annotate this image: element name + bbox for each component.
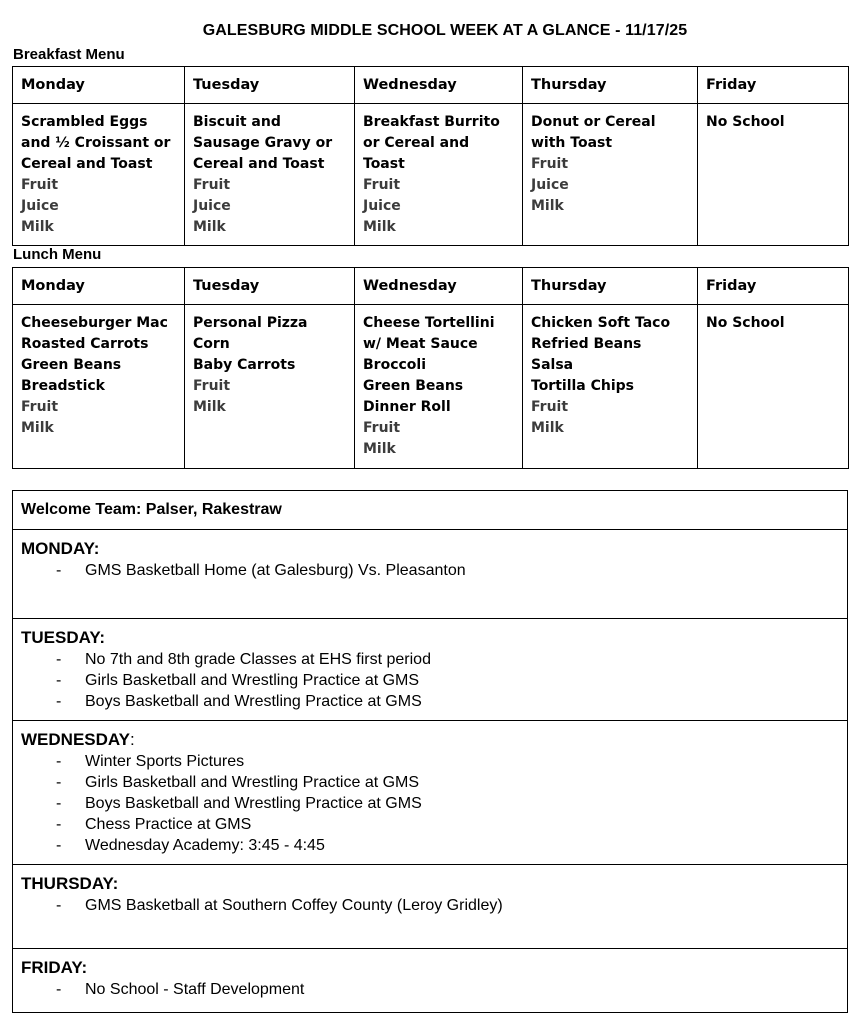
breakfast-body-row xyxy=(13,104,849,246)
event-item xyxy=(21,751,839,772)
breakfast-menu-item: Fruit xyxy=(193,177,231,193)
bullet-dash: - xyxy=(56,672,62,689)
breakfast-menu-table xyxy=(12,66,849,246)
breakfast-menu-label: Breakfast Menu xyxy=(13,46,125,63)
breakfast-day-cell xyxy=(355,104,523,246)
event-item-text: Chess Practice at GMS xyxy=(85,816,252,833)
event-item xyxy=(21,691,839,712)
event-item xyxy=(21,835,839,856)
breakfast-day-header: Friday xyxy=(698,67,849,104)
welcome-team: Welcome Team: Palser, Rakestraw xyxy=(13,491,847,530)
breakfast-menu-item: Milk xyxy=(193,219,226,235)
event-item xyxy=(21,814,839,835)
event-item-text: Wednesday Academy: 3:45 - 4:45 xyxy=(85,837,325,854)
lunch-day-cell xyxy=(185,305,355,469)
breakfast-day-cell xyxy=(698,104,849,246)
breakfast-menu-item: Fruit xyxy=(21,177,59,193)
bullet-dash: - xyxy=(56,651,62,668)
lunch-menu-item: Milk xyxy=(193,399,226,415)
event-day-name: FRIDAY: xyxy=(21,958,88,977)
lunch-menu-item: Chicken Soft Taco xyxy=(531,315,671,331)
event-item-text: No School - Staff Development xyxy=(85,981,305,998)
page-title: GALESBURG MIDDLE SCHOOL WEEK AT A GLANCE - 11/17/25 xyxy=(202,22,688,39)
lunch-body-row xyxy=(13,305,849,469)
lunch-menu-label: Lunch Menu xyxy=(13,246,102,263)
lunch-menu-item: Broccoli xyxy=(363,357,427,373)
bullet-dash: - xyxy=(56,981,62,998)
lunch-day-cell xyxy=(523,305,698,469)
lunch-menu-item: Milk xyxy=(21,420,54,436)
breakfast-menu-item: Scrambled Eggs and ½ Croissant or Cereal and Toast xyxy=(21,114,171,172)
event-day-heading xyxy=(21,627,839,649)
breakfast-day-header: Wednesday xyxy=(355,67,523,104)
lunch-menu-item: Salsa xyxy=(531,357,574,373)
event-day-name: MONDAY: xyxy=(21,539,100,558)
event-item-text: Boys Basketball and Wrestling Practice at GMS xyxy=(85,795,422,812)
lunch-day-header: Wednesday xyxy=(355,268,523,305)
event-item-text: GMS Basketball at Southern Coffey County (Leroy Gridley) xyxy=(85,897,503,914)
lunch-menu-item: Refried Beans xyxy=(531,336,642,352)
lunch-menu-item: Roasted Carrots xyxy=(21,336,149,352)
event-item xyxy=(21,649,839,670)
weekly-events xyxy=(12,490,848,1013)
lunch-menu-item: Dinner Roll xyxy=(363,399,451,415)
breakfast-menu-item: Juice xyxy=(193,198,231,214)
lunch-menu-item: Fruit xyxy=(193,378,231,394)
lunch-day-cell xyxy=(13,305,185,469)
event-item xyxy=(21,979,839,1000)
lunch-day-header: Friday xyxy=(698,268,849,305)
event-item xyxy=(21,895,839,916)
breakfast-day-header: Monday xyxy=(13,67,185,104)
event-day-section xyxy=(13,949,847,1013)
event-item xyxy=(21,670,839,691)
lunch-day-header: Monday xyxy=(13,268,185,305)
breakfast-menu-item: Biscuit and Sausage Gravy or Cereal and Toast xyxy=(193,114,333,172)
lunch-menu-item: Tortilla Chips xyxy=(531,378,635,394)
event-day-section xyxy=(13,530,847,619)
lunch-menu-item: Corn xyxy=(193,336,230,352)
breakfast-menu-item: Milk xyxy=(531,198,564,214)
event-day-section xyxy=(13,865,847,949)
lunch-day-header: Tuesday xyxy=(185,268,355,305)
lunch-header-row xyxy=(13,268,849,305)
bullet-dash: - xyxy=(56,837,62,854)
breakfast-menu-item: Breakfast Burrito or Cereal and Toast xyxy=(363,114,500,172)
lunch-menu-item: Personal Pizza xyxy=(193,315,308,331)
event-day-heading xyxy=(21,538,839,560)
lunch-menu-item: Cheeseburger Mac xyxy=(21,315,168,331)
lunch-menu-item: Fruit xyxy=(531,399,569,415)
event-day-suffix: : xyxy=(129,730,135,749)
lunch-day-cell xyxy=(355,305,523,469)
event-item-text: GMS Basketball Home (at Galesburg) Vs. Pleasanton xyxy=(85,562,466,579)
event-day-heading xyxy=(21,957,839,979)
event-item-text: Girls Basketball and Wrestling Practice at GMS xyxy=(85,672,420,689)
event-day-name: THURSDAY: xyxy=(21,874,119,893)
breakfast-day-cell xyxy=(185,104,355,246)
event-day-name: TUESDAY: xyxy=(21,628,106,647)
lunch-day-cell xyxy=(698,305,849,469)
event-item xyxy=(21,793,839,814)
lunch-menu-item: Milk xyxy=(363,441,396,457)
breakfast-day-cell xyxy=(13,104,185,246)
breakfast-menu-item: No School xyxy=(706,114,785,130)
event-day-name: WEDNESDAY xyxy=(21,730,130,749)
bullet-dash: - xyxy=(56,693,62,710)
breakfast-menu-item: Donut or Cereal with Toast xyxy=(531,114,656,151)
bullet-dash: - xyxy=(56,562,62,579)
lunch-menu-item: Cheese Tortellini w/ Meat Sauce xyxy=(363,315,495,352)
lunch-menu-item: Baby Carrots xyxy=(193,357,296,373)
lunch-menu-item: Milk xyxy=(531,420,564,436)
lunch-menu-table xyxy=(12,267,849,469)
breakfast-menu-item: Fruit xyxy=(531,156,569,172)
lunch-day-header: Thursday xyxy=(523,268,698,305)
breakfast-menu-item: Fruit xyxy=(363,177,401,193)
breakfast-header-row xyxy=(13,67,849,104)
bullet-dash: - xyxy=(56,897,62,914)
event-item xyxy=(21,560,839,581)
event-item-text: Winter Sports Pictures xyxy=(85,753,245,770)
event-item xyxy=(21,772,839,793)
bullet-dash: - xyxy=(56,774,62,791)
event-item-text: Boys Basketball and Wrestling Practice at GMS xyxy=(85,693,422,710)
event-item-text: No 7th and 8th grade Classes at EHS first period xyxy=(85,651,431,668)
lunch-menu-item: Fruit xyxy=(21,399,59,415)
bullet-dash: - xyxy=(56,816,62,833)
breakfast-menu-item: Juice xyxy=(363,198,401,214)
breakfast-menu-item: Juice xyxy=(21,198,59,214)
event-item-text: Girls Basketball and Wrestling Practice at GMS xyxy=(85,774,420,791)
event-day-section xyxy=(13,619,847,721)
lunch-menu-item: No School xyxy=(706,315,785,331)
lunch-menu-item: Breadstick xyxy=(21,378,105,394)
lunch-menu-item: Green Beans xyxy=(21,357,122,373)
breakfast-menu-item: Juice xyxy=(531,177,569,193)
event-day-heading xyxy=(21,729,839,751)
bullet-dash: - xyxy=(56,753,62,770)
lunch-menu-item: Green Beans xyxy=(363,378,464,394)
lunch-menu-item: Fruit xyxy=(363,420,401,436)
event-day-section xyxy=(13,721,847,865)
breakfast-menu-item: Milk xyxy=(363,219,396,235)
breakfast-day-header: Thursday xyxy=(523,67,698,104)
breakfast-day-cell xyxy=(523,104,698,246)
bullet-dash: - xyxy=(56,795,62,812)
event-day-heading xyxy=(21,873,839,895)
breakfast-day-header: Tuesday xyxy=(185,67,355,104)
breakfast-menu-item: Milk xyxy=(21,219,54,235)
